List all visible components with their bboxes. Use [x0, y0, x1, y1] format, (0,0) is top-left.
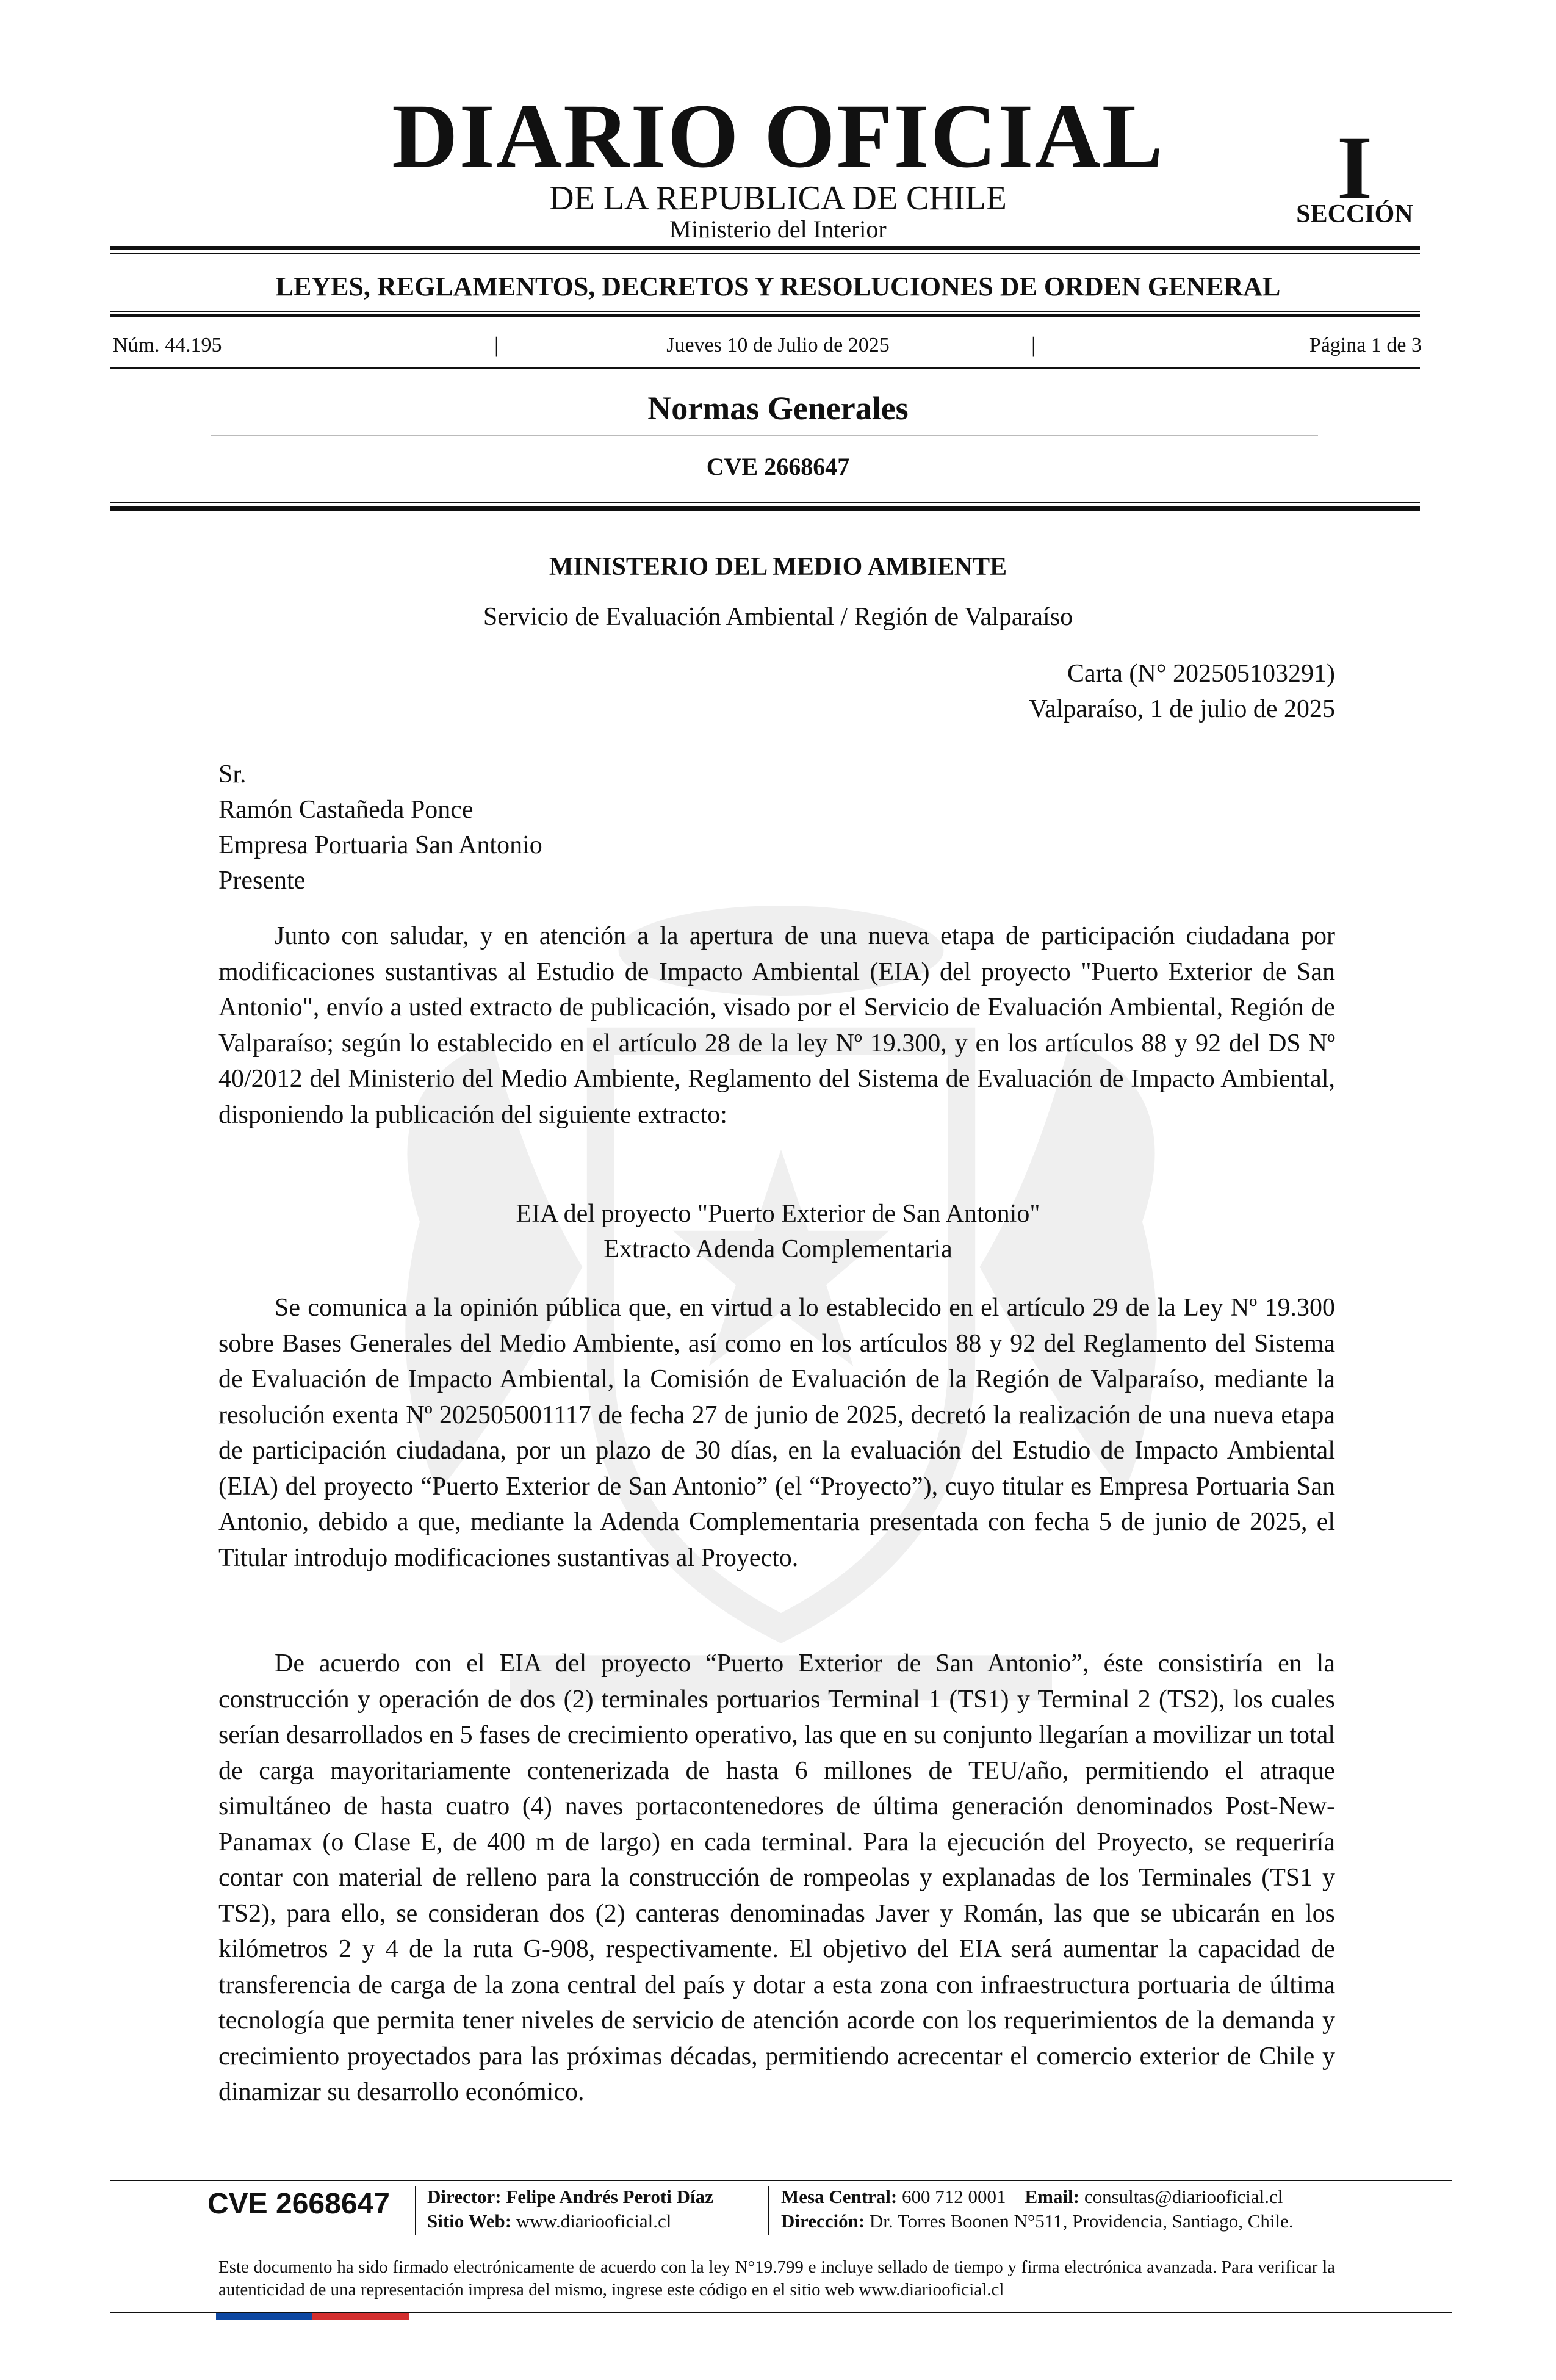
footer-top-rule: [110, 2180, 1452, 2181]
web-link[interactable]: www.diariooficial.cl: [516, 2210, 672, 2232]
footer-separator: [768, 2186, 769, 2235]
recipient-block: [218, 757, 542, 898]
director-name: Felipe Andrés Peroti Díaz: [506, 2186, 713, 2207]
cve-code: CVE 2668647: [706, 453, 850, 480]
section-number: I: [1336, 117, 1373, 218]
service-heading: Servicio de Evaluación Ambiental / Región de Valparaíso: [483, 603, 1073, 631]
flag-stripe-red: [312, 2313, 409, 2320]
recipient-presente: Presente: [218, 867, 306, 895]
issue-number: Núm. 44.195: [113, 334, 222, 356]
email-link[interactable]: consultas@diariooficial.cl: [1084, 2186, 1283, 2207]
flag-stripe-blue: [216, 2313, 312, 2320]
mesa-label: Mesa Central:: [781, 2186, 898, 2207]
masthead-subtitle: DE LA REPUBLICA DE CHILE: [549, 179, 1007, 217]
masthead-title: DIARIO OFICIAL: [392, 85, 1164, 187]
masthead-rule-thick: [110, 246, 1420, 250]
section-title: Normas Generales: [647, 390, 909, 427]
body-paragraph: De acuerdo con el EIA del proyecto “Puerto Exterior de San Antonio”, éste consistiría en la construcción y operación de dos (2) terminales portuarios Terminal 1 (TS1) y Terminal 2 (TS2), los cuales serían desarrollados en 5 fases de crecimiento operativo, las que en su conjunto llegarían a movilizar un total de carga mayoritariamente contenerizada de hasta 6 millones de TEU/año, permitiendo el atraque simultáneo de hasta cuatro (4) naves portacontenedores de última generación denominados Post-New-Panamax (o Clase E, de 400 m de largo) en cada terminal. Para la ejecución del Proyecto, se requeriría contar con material de relleno para la construcción de rompeolas y explanadas de los Terminales (TS1 y TS2), para ello, se consideran dos (2) canteras denominadas Javer y Román, las que se ubicarán en los kilómetros 2 y 4 de la ruta G-908, respectivamente. El objetivo del EIA será aumentar la capacidad de transferencia de carga de la zona central del país y dotar a esta zona con infraestructura portuaria de última tecnología que permita tener niveles de servicio de atención acorde con los requerimientos de la demanda y crecimiento proyectados para las próximas décadas, permitiendo acrecentar el comercio exterior de Chile y dinamizar su desarrollo económico.: [218, 1650, 1335, 2106]
letter-place-date: Valparaíso, 1 de julio de 2025: [1029, 695, 1335, 723]
footer-separator: [415, 2186, 416, 2235]
recipient-company: Empresa Portuaria San Antonio: [218, 831, 542, 859]
laws-rule-thick: [110, 314, 1420, 317]
letter-number: Carta (N° 202505103291): [1067, 660, 1335, 688]
address-text: Dr. Torres Boonen N°511, Providencia, Santiago, Chile.: [869, 2210, 1294, 2232]
section-title-rule: [211, 435, 1318, 436]
issue-date: Jueves 10 de Julio de 2025: [666, 334, 890, 356]
mesa-phone: 600 712 0001: [902, 2186, 1006, 2207]
letter-reference: [1029, 656, 1335, 727]
recipient-name: Ramón Castañeda Ponce: [218, 796, 474, 824]
footer-cve-code: CVE 2668647: [207, 2188, 390, 2220]
extract-title-line: EIA del proyecto "Puerto Exterior de San Antonio": [516, 1200, 1040, 1228]
footer-contact-block: [781, 2185, 1294, 2234]
meta-rule: [110, 367, 1420, 369]
address-label: Dirección:: [781, 2210, 865, 2232]
header-bottom-rule-thin: [110, 502, 1420, 503]
meta-separator: |: [494, 333, 499, 357]
email-label: Email:: [1025, 2186, 1080, 2207]
laws-title: LEYES, REGLAMENTOS, DECRETOS Y RESOLUCIONES DE ORDEN GENERAL: [275, 272, 1281, 301]
web-label: Sitio Web:: [427, 2210, 512, 2232]
masthead-ministry: Ministerio del Interior: [669, 215, 887, 243]
recipient-salutation: Sr.: [218, 760, 247, 788]
laws-rule-thin: [110, 311, 1420, 312]
extract-title: [0, 1196, 1556, 1267]
director-label: Director:: [427, 2186, 502, 2207]
extract-subtitle-line: Extracto Adenda Complementaria: [603, 1235, 953, 1263]
header-bottom-rule-thick: [110, 506, 1420, 511]
body-paragraph: Junto con saludar, y en atención a la apertura de una nueva etapa de participación ciudadana por modificaciones sustantivas al Estudio de Impacto Ambiental (EIA) del proyecto "Puerto Exterior de San Antonio", envío a usted extracto de publicación, visado por el Servicio de Evaluación Ambiental, Región de Valparaíso; según lo establecido en el artículo 28 de la ley Nº 19.300, y en los artículos 88 y 92 del DS Nº 40/2012 del Ministerio del Medio Ambiente, Reglamento del Sistema de Evaluación de Impacto Ambiental, disponiendo la publicación del siguiente extracto:: [218, 922, 1335, 1129]
footer-director-block: [427, 2185, 713, 2234]
footer-legal-notice: Este documento ha sido firmado electrónicamente de acuerdo con la ley N°19.799 e incluye sellado de tiempo y firma electrónica avanzada. Para verificar la autenticidad de una representación impresa del mismo, ingrese este código en el sitio web www.diariooficial.cl: [218, 2257, 1335, 2299]
ministry-heading: MINISTERIO DEL MEDIO AMBIENTE: [549, 553, 1007, 581]
page-indicator: Página 1 de 3: [1309, 334, 1422, 356]
body-paragraph: Se comunica a la opinión pública que, en virtud a lo establecido en el artículo 29 de la Ley Nº 19.300 sobre Bases Generales del Medio Ambiente, así como en los artículos 88 y 92 del Reglamento del Sistema de Evaluación de Impacto Ambiental, la Comisión de Evaluación de la Región de Valparaíso, mediante la resolución exenta Nº 202505001117 de fecha 27 de junio de 2025, decretó la realización de una nueva etapa de participación ciudadana, por un plazo de 30 días, en la evaluación del Estudio de Impacto Ambiental (EIA) del proyecto “Puerto Exterior de San Antonio” (el “Proyecto”), cuyo titular es Empresa Portuaria San Antonio, debido a que, mediante la Adenda Complementaria presentada con fecha 5 de junio de 2025, el Titular introdujo modificaciones sustantivas al Proyecto.: [218, 1294, 1335, 1572]
masthead-rule-thin: [110, 253, 1420, 254]
section-label: SECCIÓN: [1296, 200, 1413, 228]
meta-separator: |: [1031, 333, 1036, 357]
